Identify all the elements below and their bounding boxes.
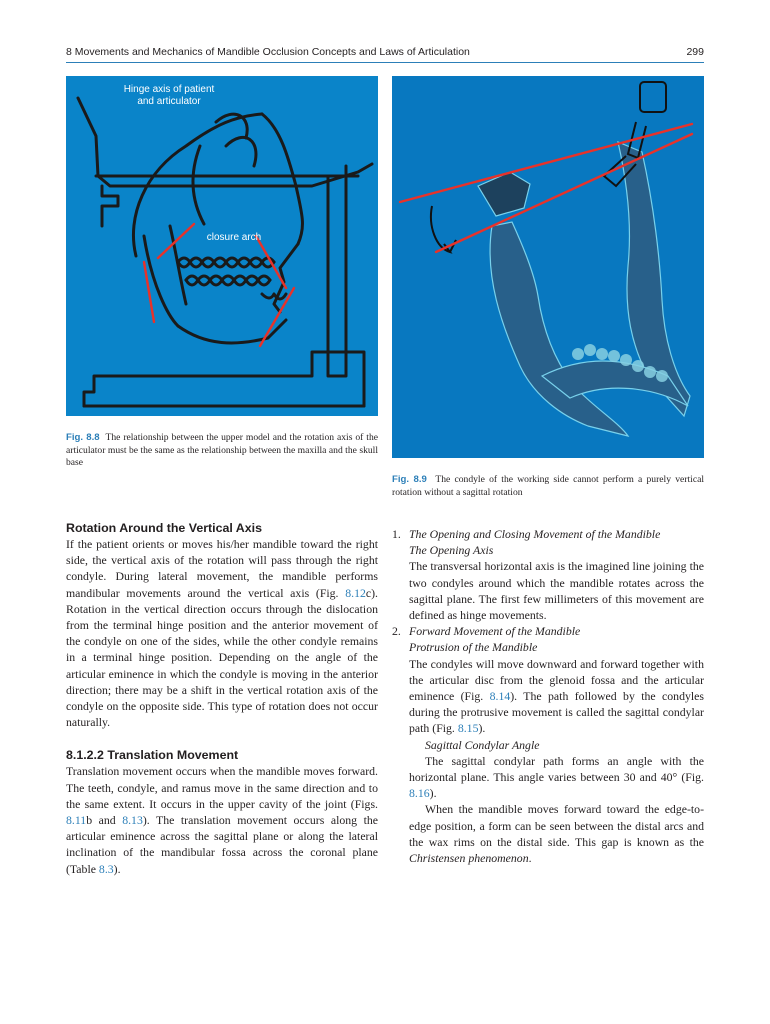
table-link[interactable]: 8.3 — [98, 861, 114, 876]
text-run: If the patient orients or moves his/her mandible toward the right side, the vertical axis of the rotation will pass through the right condyle. During lateral movement, the mandible performs mandibular movements around the vertical axis (Fig. — [66, 537, 378, 600]
list-item-subtitle: Protrusion of the Mandible — [409, 640, 538, 655]
figure-8-8 — [66, 76, 378, 416]
mandible-illustration — [392, 76, 704, 458]
chapter-title: 8 Movements and Mechanics of Mandible Occlusion Concepts and Laws of Articulation — [66, 46, 470, 58]
list-item-text — [409, 753, 704, 802]
text-run: b and — [86, 813, 123, 828]
figure-link[interactable]: 8.15 — [457, 721, 479, 736]
list-item-text — [409, 801, 704, 866]
list-item-subtitle: Sagittal Condylar Angle — [425, 737, 540, 752]
text-run: ). — [429, 786, 437, 801]
figure-link[interactable]: 8.12 — [345, 585, 366, 600]
figure-8-9 — [392, 76, 704, 458]
text-run: c). Rotation in the vertical direction occurs through the dislocation from the terminal hinge position and the anterior movement of the condyle on one of the sides, while the other condyle remains in a terminal hinge position. Depending on the angle of the articular eminence in which the condyle is moving in the anterior direction; there may be a shift in the vertical rotation axis of the condyle on the opposite side. This type of rotation does not occur naturally. — [66, 585, 378, 730]
list-item — [392, 623, 704, 866]
closure-arch-label: closure arch — [206, 232, 262, 243]
articulator-illustration — [66, 76, 378, 416]
caption-text: The relationship between the upper model and the rotation axis of the articulator must be the same as the relationship between the maxilla and the skull base — [66, 432, 379, 469]
list-number: 1. — [392, 527, 401, 541]
list-item-subtitle: The Opening Axis — [409, 543, 494, 558]
figure-link[interactable]: 8.14 — [489, 689, 511, 704]
left-column — [66, 520, 378, 877]
text-run: . — [528, 851, 532, 866]
section-heading-translation: 8.1.2.2 Translation Movement — [66, 748, 239, 763]
text-run: ). — [478, 721, 486, 736]
right-column — [392, 526, 704, 866]
text-run: The condyles will move downward and forward together with the articular disc from the glenoid fossa and the articular eminence (Fig. — [409, 656, 704, 704]
term-christensen: Christensen phenomenon — [409, 851, 529, 866]
caption-text: The condyle of the working side cannot perform a purely vertical rotation without a sagittal rotation — [392, 474, 705, 498]
caption-label: Fig. 8.9 — [392, 474, 427, 485]
list-item-title: The Opening and Closing Movement of the Mandible — [409, 527, 661, 541]
list-item — [392, 526, 704, 623]
list-item-text — [409, 656, 704, 737]
figure-link[interactable]: 8.16 — [409, 786, 430, 801]
text-run: ). The path followed by the condyles during the protrusive movement is called the sagittal condylar path (Fig. — [409, 689, 704, 736]
text-run: ). The translation movement occurs along the articular eminence across the sagittal plane or along the lateral inclination of the mandibular fossa across the coronal plane (Table — [66, 813, 378, 876]
caption-fig-8-8 — [66, 432, 378, 470]
text-run: ). — [113, 861, 121, 876]
figure-link[interactable]: 8.13 — [122, 813, 143, 828]
hinge-axis-label-line1: Hinge axis of patient — [123, 84, 215, 95]
caption-fig-8-9 — [392, 474, 704, 499]
figure-link[interactable]: 8.11 — [66, 813, 87, 828]
caption-label: Fig. 8.8 — [66, 432, 100, 443]
running-header — [66, 44, 704, 63]
paragraph-translation — [66, 763, 378, 876]
text-run: Translation movement occurs when the mandible moves forward. The teeth, condyle, and ramus move in the same direction and to the same extent. It occurs in the upper cavity of the joint (Figs. — [66, 764, 378, 811]
section-heading-rotation: Rotation Around the Vertical Axis — [66, 521, 262, 535]
text-run: The sagittal condylar path forms an angle with the horizontal plane. This angle varies between 30 and 40° (Fig. — [409, 753, 704, 785]
page-number: 299 — [686, 46, 704, 58]
paragraph-rotation — [66, 536, 378, 730]
hinge-axis-label-line2: and articulator — [137, 96, 201, 107]
list-item-text: The transversal horizontal axis is the imagined line joining the two condyles around which the mandible rotates across the sagittal plane. The first few millimeters of this movement are defined as hinge movements. — [409, 559, 704, 623]
text-run: When the mandible moves forward toward the edge-to-edge position, a form can be seen between the distal arcs and the wax rims on the distal side. This gap is known as the — [409, 802, 704, 849]
list-item-title: Forward Movement of the Mandible — [409, 624, 581, 639]
hinge-axis-label — [104, 84, 234, 108]
list-number: 2. — [392, 624, 401, 639]
